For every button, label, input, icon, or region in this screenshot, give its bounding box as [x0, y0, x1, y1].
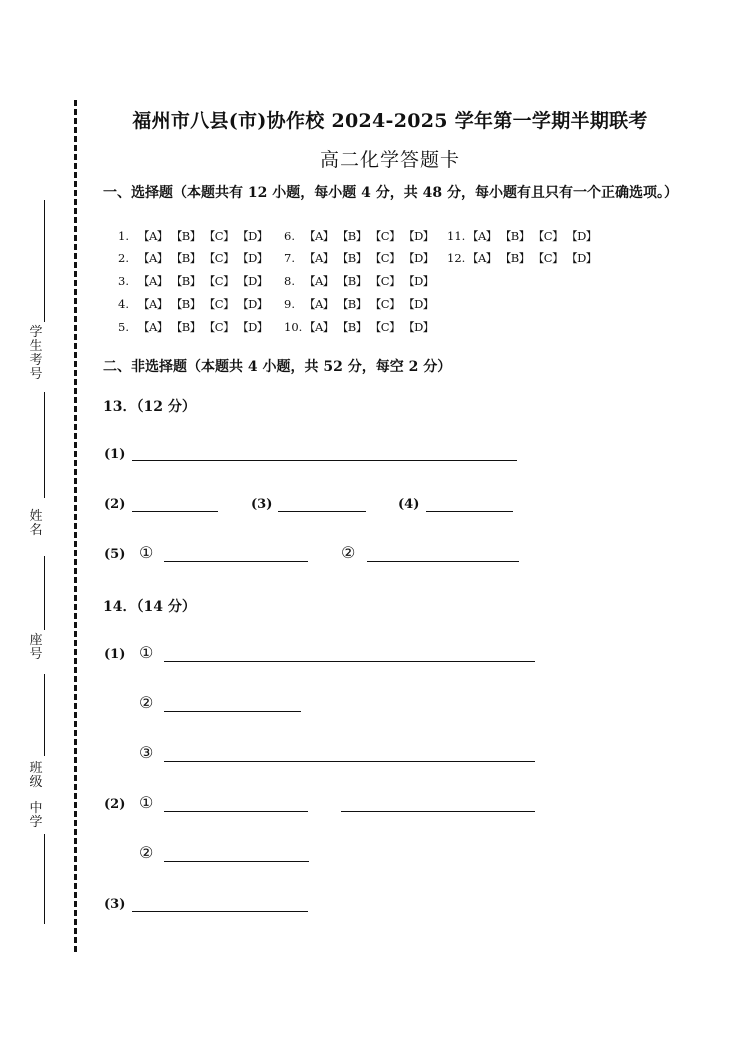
mc-option-bubble[interactable]: 【A】	[467, 251, 497, 265]
q14-part-1-answer-blank-2[interactable]	[164, 711, 301, 712]
q13-part-1-label: (1)	[104, 447, 126, 462]
mc-question	[284, 250, 437, 268]
mc-option-bubble[interactable]: 【C】	[203, 297, 235, 311]
mc-option-bubble[interactable]: 【B】	[499, 229, 530, 243]
mc-question-number: 6.	[284, 229, 295, 243]
q14-part-1-label: (1)	[104, 647, 126, 662]
q13-part-4-label: (4)	[398, 497, 420, 512]
mc-option-bubble[interactable]: 【C】	[369, 320, 401, 334]
mc-option-bubble[interactable]: 【A】	[304, 229, 334, 243]
q13-part-3-answer-blank[interactable]	[278, 511, 366, 512]
q14-part-2-answer-blank-3[interactable]	[164, 861, 309, 862]
mc-option-bubble[interactable]: 【C】	[369, 274, 401, 288]
mc-option-bubble[interactable]: 【C】	[369, 229, 401, 243]
mc-question-number: 2.	[118, 251, 129, 265]
mc-option-bubble[interactable]: 【A】	[138, 274, 168, 288]
q14-part-2-answer-blank-2[interactable]	[341, 811, 535, 812]
q13-part-3-label: (3)	[251, 497, 273, 512]
q13-part-2-answer-blank[interactable]	[132, 511, 218, 512]
mc-option-bubble[interactable]: 【A】	[138, 229, 168, 243]
mc-option-bubble[interactable]: 【A】	[304, 297, 334, 311]
q14-part-2-label: (2)	[104, 797, 126, 812]
mc-question-number: 8.	[284, 274, 295, 288]
q14-part-1-answer-blank-1[interactable]	[164, 661, 535, 662]
mc-option-bubble[interactable]: 【D】	[566, 251, 597, 265]
mc-question	[284, 319, 437, 337]
q14-part-1-answer-blank-3[interactable]	[164, 761, 535, 762]
q13-part-2-label: (2)	[104, 497, 126, 512]
mc-question	[118, 319, 271, 337]
mc-option-bubble[interactable]: 【B】	[170, 229, 201, 243]
mc-option-bubble[interactable]: 【C】	[203, 251, 235, 265]
mc-option-bubble[interactable]: 【C】	[369, 251, 401, 265]
q14-part-2-answer-blank-1[interactable]	[164, 811, 308, 812]
mc-option-bubble[interactable]: 【D】	[237, 320, 268, 334]
q14-part-1-circled-3: ③	[139, 743, 154, 762]
margin-label-seat: 座号	[29, 633, 43, 662]
margin-label-student-id: 学生考号	[29, 325, 43, 382]
mc-option-bubble[interactable]: 【C】	[203, 274, 235, 288]
mc-question	[118, 273, 271, 291]
q13-part-5-circled-2: ②	[341, 543, 356, 562]
mc-option-bubble[interactable]: 【D】	[403, 320, 434, 334]
mc-option-bubble[interactable]: 【A】	[138, 297, 168, 311]
mc-question-number: 12.	[447, 251, 466, 265]
q14-part-3-label: (3)	[104, 897, 126, 912]
mc-option-bubble[interactable]: 【C】	[369, 297, 401, 311]
mc-question	[284, 228, 437, 246]
mc-option-bubble[interactable]: 【A】	[138, 251, 168, 265]
q13-part-5-circled-1: ①	[139, 543, 154, 562]
mc-question	[118, 228, 271, 246]
mc-question-number: 10.	[284, 320, 303, 334]
margin-label-name: 姓名	[29, 509, 43, 538]
mc-option-bubble[interactable]: 【A】	[304, 320, 334, 334]
margin-rule	[44, 674, 45, 756]
mc-option-bubble[interactable]: 【A】	[467, 229, 497, 243]
margin-label-class: 班级	[29, 761, 43, 790]
mc-option-bubble[interactable]: 【D】	[403, 251, 434, 265]
mc-option-bubble[interactable]: 【D】	[237, 297, 268, 311]
q13-part-5-answer-blank-2[interactable]	[367, 561, 519, 562]
q13-part-5-label: (5)	[104, 547, 126, 562]
mc-option-bubble[interactable]: 【B】	[336, 251, 367, 265]
q14-part-1-circled-2: ②	[139, 693, 154, 712]
exam-subtitle: 高二化学答题卡	[319, 149, 460, 171]
mc-question-number: 9.	[284, 297, 295, 311]
mc-option-bubble[interactable]: 【C】	[203, 229, 235, 243]
mc-option-bubble[interactable]: 【D】	[237, 229, 268, 243]
section-multiple-choice-heading: 一、选择题（本题共有 12 小题，每小题 4 分，共 48 分，每小题有且只有一个正确选项。）	[103, 185, 678, 201]
mc-question	[118, 296, 271, 314]
q14-part-3-answer-blank[interactable]	[132, 911, 308, 912]
mc-option-bubble[interactable]: 【A】	[304, 251, 334, 265]
mc-option-bubble[interactable]: 【D】	[403, 229, 434, 243]
mc-option-bubble[interactable]: 【A】	[138, 320, 168, 334]
mc-option-bubble[interactable]: 【D】	[403, 274, 434, 288]
mc-option-bubble[interactable]: 【B】	[336, 229, 367, 243]
q14-part-1-circled-1: ①	[139, 643, 154, 662]
mc-option-bubble[interactable]: 【B】	[170, 297, 201, 311]
margin-rule	[44, 200, 45, 322]
mc-option-bubble[interactable]: 【D】	[566, 229, 597, 243]
mc-option-bubble[interactable]: 【C】	[532, 229, 564, 243]
mc-question	[447, 228, 600, 246]
mc-option-bubble[interactable]: 【B】	[336, 297, 367, 311]
question-14-title: 14．（14 分）	[103, 599, 196, 615]
margin-rule	[44, 834, 45, 924]
mc-question-number: 7.	[284, 251, 295, 265]
mc-option-bubble[interactable]: 【A】	[304, 274, 334, 288]
q14-part-2-circled-2: ②	[139, 843, 154, 862]
mc-option-bubble[interactable]: 【B】	[336, 274, 367, 288]
mc-option-bubble[interactable]: 【B】	[170, 274, 201, 288]
mc-option-bubble[interactable]: 【C】	[203, 320, 235, 334]
mc-question-number: 5.	[118, 320, 129, 334]
question-13-title: 13．（12 分）	[103, 399, 196, 415]
binding-dashed-line	[74, 100, 77, 952]
mc-question-number: 1.	[118, 229, 129, 243]
mc-option-bubble[interactable]: 【B】	[170, 251, 201, 265]
margin-label-school: 中学	[29, 801, 43, 830]
mc-question	[447, 250, 600, 268]
mc-question	[284, 273, 437, 291]
q13-part-5-answer-blank-1[interactable]	[164, 561, 308, 562]
mc-question-number: 3.	[118, 274, 129, 288]
mc-option-bubble[interactable]: 【B】	[499, 251, 530, 265]
q13-part-1-answer-blank[interactable]	[132, 460, 517, 461]
mc-question	[284, 296, 437, 314]
q13-part-4-answer-blank[interactable]	[426, 511, 513, 512]
section-free-response-heading: 二、非选择题（本题共 4 小题，共 52 分，每空 2 分）	[103, 359, 452, 375]
mc-option-bubble[interactable]: 【D】	[237, 274, 268, 288]
q14-part-2-circled-1: ①	[139, 793, 154, 812]
mc-option-bubble[interactable]: 【D】	[237, 251, 268, 265]
mc-question-number: 4.	[118, 297, 129, 311]
mc-option-bubble[interactable]: 【B】	[170, 320, 201, 334]
mc-option-bubble[interactable]: 【C】	[532, 251, 564, 265]
margin-rule	[44, 392, 45, 498]
margin-rule	[44, 556, 45, 630]
mc-option-bubble[interactable]: 【D】	[403, 297, 434, 311]
mc-option-bubble[interactable]: 【B】	[336, 320, 367, 334]
mc-question	[118, 250, 271, 268]
mc-question-number: 11.	[447, 229, 466, 243]
exam-title: 福州市八县(市)协作校 2024-2025 学年第一学期半期联考	[132, 110, 648, 132]
